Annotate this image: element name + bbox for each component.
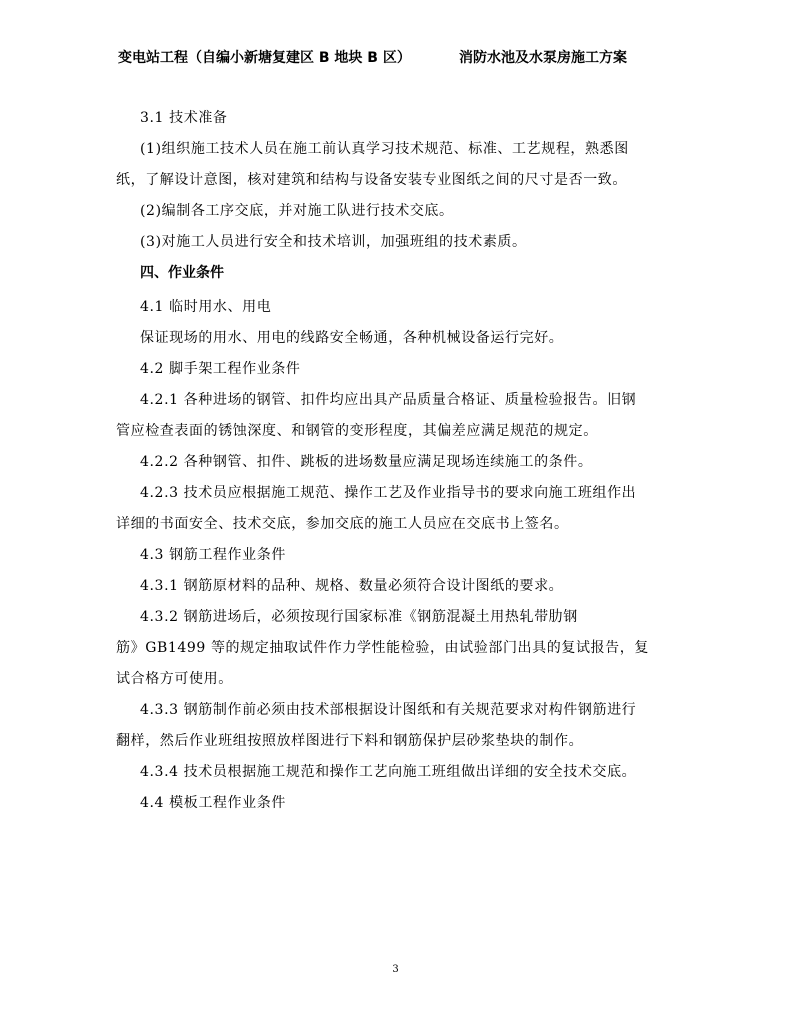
paragraph-4-2-2: 4.2.2 各种钢管、扣件、跳板的进场数量应满足现场连续施工的条件。 — [140, 454, 593, 470]
paragraph-3-1-1-line-1: (1)组织施工技术人员在施工前认真学习技术规范、标准、工艺规程，熟悉图 — [140, 141, 629, 157]
section-4-4-title: 4.4 模板工程作业条件 — [140, 795, 286, 811]
page-header — [118, 48, 678, 72]
document-body — [116, 108, 668, 813]
paragraph-4-3-2-line-3: 试合格方可使用。 — [116, 671, 233, 687]
header-divider — [118, 74, 674, 75]
header-project-title: 变电站工程（自编小新塘复建区 B 地块 B 区） — [118, 50, 411, 66]
paragraph-4-3-1: 4.3.1 钢筋原材料的品种、规格、数量必须符合设计图纸的要求。 — [140, 578, 564, 594]
paragraph-4-2-1-line-2: 管应检查表面的锈蚀深度、和钢管的变形程度，其偏差应满足规范的规定。 — [116, 423, 598, 439]
paragraph-3-1-2: (2)编制各工序交底，并对施工队进行技术交底。 — [140, 203, 454, 219]
paragraph-3-1-1-line-2: 纸，了解设计意图，核对建筑和结构与设备安装专业图纸之间的尺寸是否一致。 — [116, 172, 627, 188]
paragraph-3-1-3: (3)对施工人员进行安全和技术培训，加强班组的技术素质。 — [140, 234, 527, 250]
paragraph-4-2-1-line-1: 4.2.1 各种进场的钢管、扣件均应出具产品质量合格证、质量检验报告。旧钢 — [140, 392, 637, 408]
paragraph-4-3-2-line-2: 筋》GB1499 等的规定抽取试件作力学性能检验，由试验部门出具的复试报告，复 — [116, 640, 649, 656]
header-document-title: 消防水池及水泵房施工方案 — [459, 50, 627, 66]
paragraph-4-2-3-line-2: 详细的书面安全、技术交底，参加交底的施工人员应在交底书上签名。 — [116, 516, 569, 532]
paragraph-4-3-2-line-1: 4.3.2 钢筋进场后，必须按现行国家标准《钢筋混凝土用热轧带肋钢 — [140, 609, 578, 625]
paragraph-4-2-3-line-1: 4.2.3 技术员应根据施工规范、操作工艺及作业指导书的要求向施工班组作出 — [140, 485, 637, 501]
section-4-2-title: 4.2 脚手架工程作业条件 — [140, 361, 301, 377]
section-4-heading: 四、作业条件 — [140, 265, 224, 281]
paragraph-4-3-4: 4.3.4 技术员根据施工规范和操作工艺向施工班组做出详细的安全技术交底。 — [140, 764, 637, 780]
section-4-1-title: 4.1 临时用水、用电 — [140, 299, 272, 315]
paragraph-4-3-3-line-2: 翻样，然后作业班组按照放样图进行下料和钢筋保护层砂浆垫块的制作。 — [116, 733, 584, 749]
paragraph-4-1: 保证现场的用水、用电的线路安全畅通，各种机械设备运行完好。 — [140, 330, 564, 346]
paragraph-4-3-3-line-1: 4.3.3 钢筋制作前必须由技术部根据设计图纸和有关规范要求对构件钢筋进行 — [140, 702, 637, 718]
page-number: 3 — [392, 964, 399, 975]
section-3-1-title: 3.1 技术准备 — [140, 110, 228, 126]
section-4-3-title: 4.3 钢筋工程作业条件 — [140, 547, 286, 563]
